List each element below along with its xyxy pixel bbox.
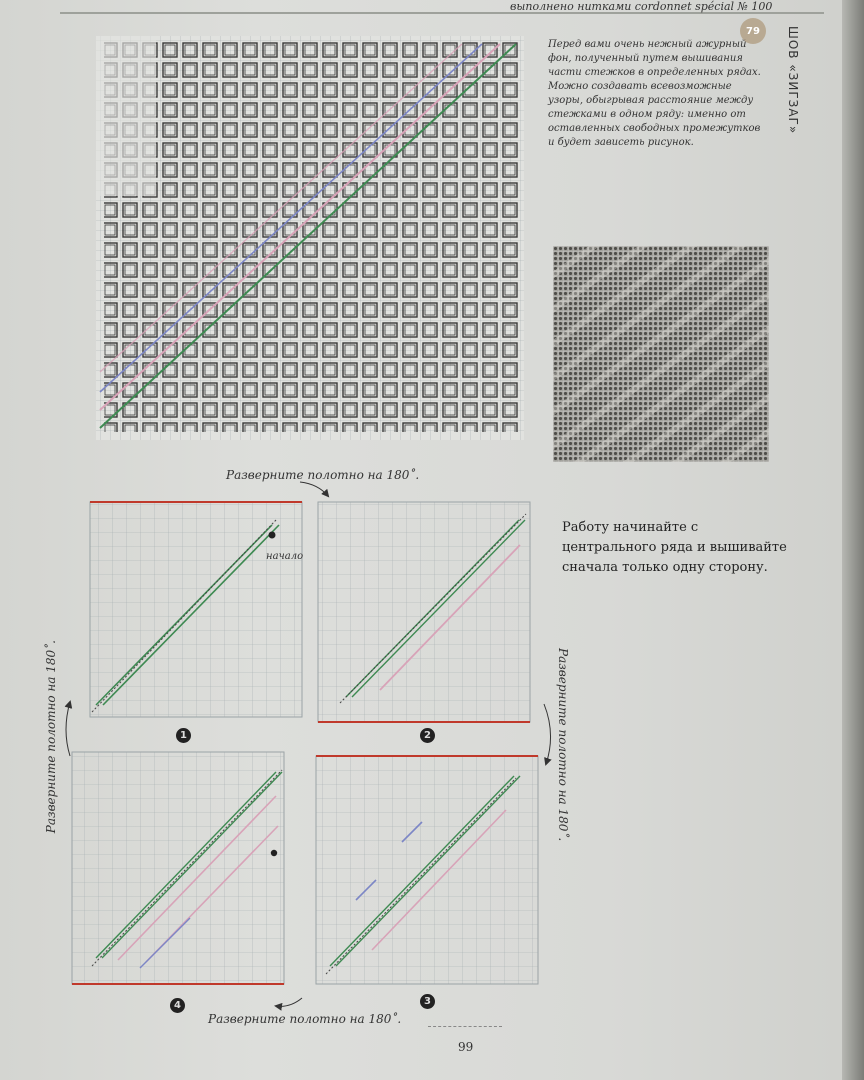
rotate-arrow-right — [544, 704, 551, 764]
section-title: ШОВ «ЗИГЗАГ» — [786, 26, 800, 135]
running-title: выполнено нитками cordonnet spécial № 100 — [510, 0, 773, 13]
rotate-caption-left: Разверните полотно на 180˚. — [44, 640, 58, 834]
start-label: начало — [266, 551, 304, 562]
step-number-2: 2 — [420, 728, 435, 743]
chapter-number-badge: 79 — [740, 18, 766, 44]
rotate-arrow-top — [300, 482, 328, 496]
page-number: 99 — [458, 1040, 474, 1054]
main-pattern-chart — [96, 36, 524, 440]
rotate-caption-bottom: Разверните полотно на 180˚. — [208, 1012, 402, 1026]
step-1-diagram — [90, 502, 302, 717]
step-4-diagram — [72, 752, 284, 984]
rotate-caption-right: Разверните полотно на 180˚. — [556, 648, 570, 842]
step-2-diagram — [318, 502, 530, 722]
step-3-diagram — [316, 756, 538, 984]
instruction-text: Работу начинайте с центрального ряда и вышивайте сначала только одну сторону. — [562, 520, 787, 575]
intro-paragraph: Перед вами очень нежный ажурный фон, полученный путем вышивания части стежков в определенных рядах. Можно создавать всевозможные узоры, обыгрывая расстояние между стежками в одном ряду: именно от оставленных свободных промежутков и будет зависеть рисунок. — [548, 39, 761, 148]
step-number-3: 3 — [420, 994, 435, 1009]
step-number-1: 1 — [176, 728, 191, 743]
rotate-arrow-left — [66, 702, 70, 756]
footer-dash-line — [428, 1026, 502, 1027]
rotate-caption-top: Разверните полотно на 180˚. — [226, 468, 420, 482]
step-number-4: 4 — [170, 998, 185, 1013]
rotate-arrow-bottom — [276, 998, 302, 1006]
